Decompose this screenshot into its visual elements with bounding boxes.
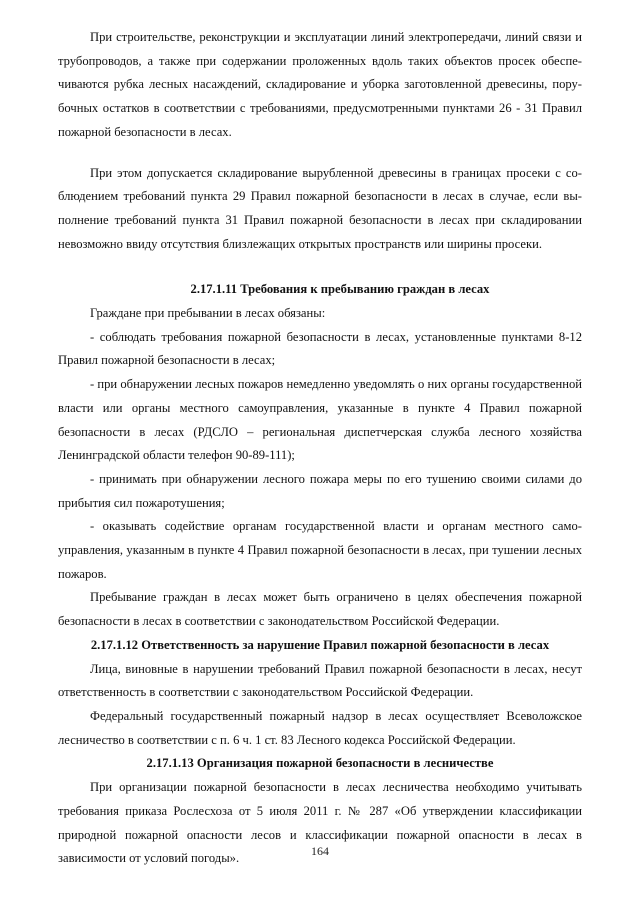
section-gap [58, 256, 582, 278]
paragraph-power-lines: При строительстве, реконструкции и эксплуатации линий электропередачи, линий связи и трубопроводов, а также при содержании проложенных вдоль таких объектов просек обеспечиваются рубка лесных насаждений, складирование и уборка заготовленной древесины, порубочных остатков в соответствии с требованиями, предусмотренными пунктами 26 - 31 Правил пожарной безопасности в лесах. [58, 30, 582, 139]
paragraph-rosleskhoz-order: При организации пожарной безопасности в лесах лесничества необходимо учитывать требования приказа Рослесхоза от 5 июля 2011 г. № 287 «Об утверждении классификации природной пожарной опасности лесов и классификации пожарной опасности в лесах в зависимости от условий погоды». [58, 780, 582, 866]
section-heading-citizens: 2.17.1.11 Требования к пребыванию граждан в лесах [190, 282, 490, 297]
paragraph-gap [58, 145, 582, 162]
paragraph-fire-supervision: Федеральный государственный пожарный надзор в лесах осуществляет Всеволожское лесничество в соответствии с п. 6 ч. 1 ст. 83 Лесного кодекса Российской Федерации. [58, 708, 582, 747]
section-heading-organization: 2.17.1.13 Организация пожарной безопасности в лесничестве [146, 756, 494, 771]
paragraph-citizens-obliged: Граждане при пребывании в лесах обязаны: [90, 306, 326, 321]
list-item-assist-authorities: - оказывать содействие органам государственной власти и органам местного самоуправления, указанным в пункте 4 Правил пожарной безопасности в лесах, при тушении лесных пожаров. [58, 519, 582, 581]
paragraph-wood-storage: При этом допускается складирование вырубленной древесины в границах просеки с соблюдением требований пункта 29 Правил пожарной безопасности в лесах в случае, если выполнение требований пункта 31 Правил пожарной безопасности в лесах при складировании невозможно ввиду отсутствия близлежащих открытых пространств или ширины просеки. [58, 165, 582, 251]
paragraph-stay-restriction: Пребывание граждан в лесах может быть ограничено в целях обеспечения пожарной безопасности в лесах в соответствии с законодательством Российской Федерации. [58, 590, 582, 629]
list-item-notify-authorities: - при обнаружении лесных пожаров немедленно уведомлять о них органы государственной власти или органы местного самоуправления, указанные в пункте 4 Правил пожарной безопасности в лесах (РДСЛО – региональная диспетчерская служба лесного хозяйства Ленинградской области телефон 90-89-111); [58, 377, 582, 463]
list-item-extinguish-fire: - принимать при обнаружении лесного пожара меры по его тушению своими силами до прибытия сил пожаротушения; [58, 471, 582, 510]
section-heading-liability: 2.17.1.12 Ответственность за нарушение Правил пожарной безопасности в лесах [90, 637, 550, 652]
page-number: 164 [311, 844, 329, 858]
list-item-observe-requirements: - соблюдать требования пожарной безопасности в лесах, установленные пунктами 8-12 Правил пожарной безопасности в лесах; [58, 329, 582, 368]
paragraph-liability: Лица, виновные в нарушении требований Правил пожарной безопасности в лесах, несут ответственность в соответствии с законодательством Российской Федерации. [58, 661, 582, 700]
